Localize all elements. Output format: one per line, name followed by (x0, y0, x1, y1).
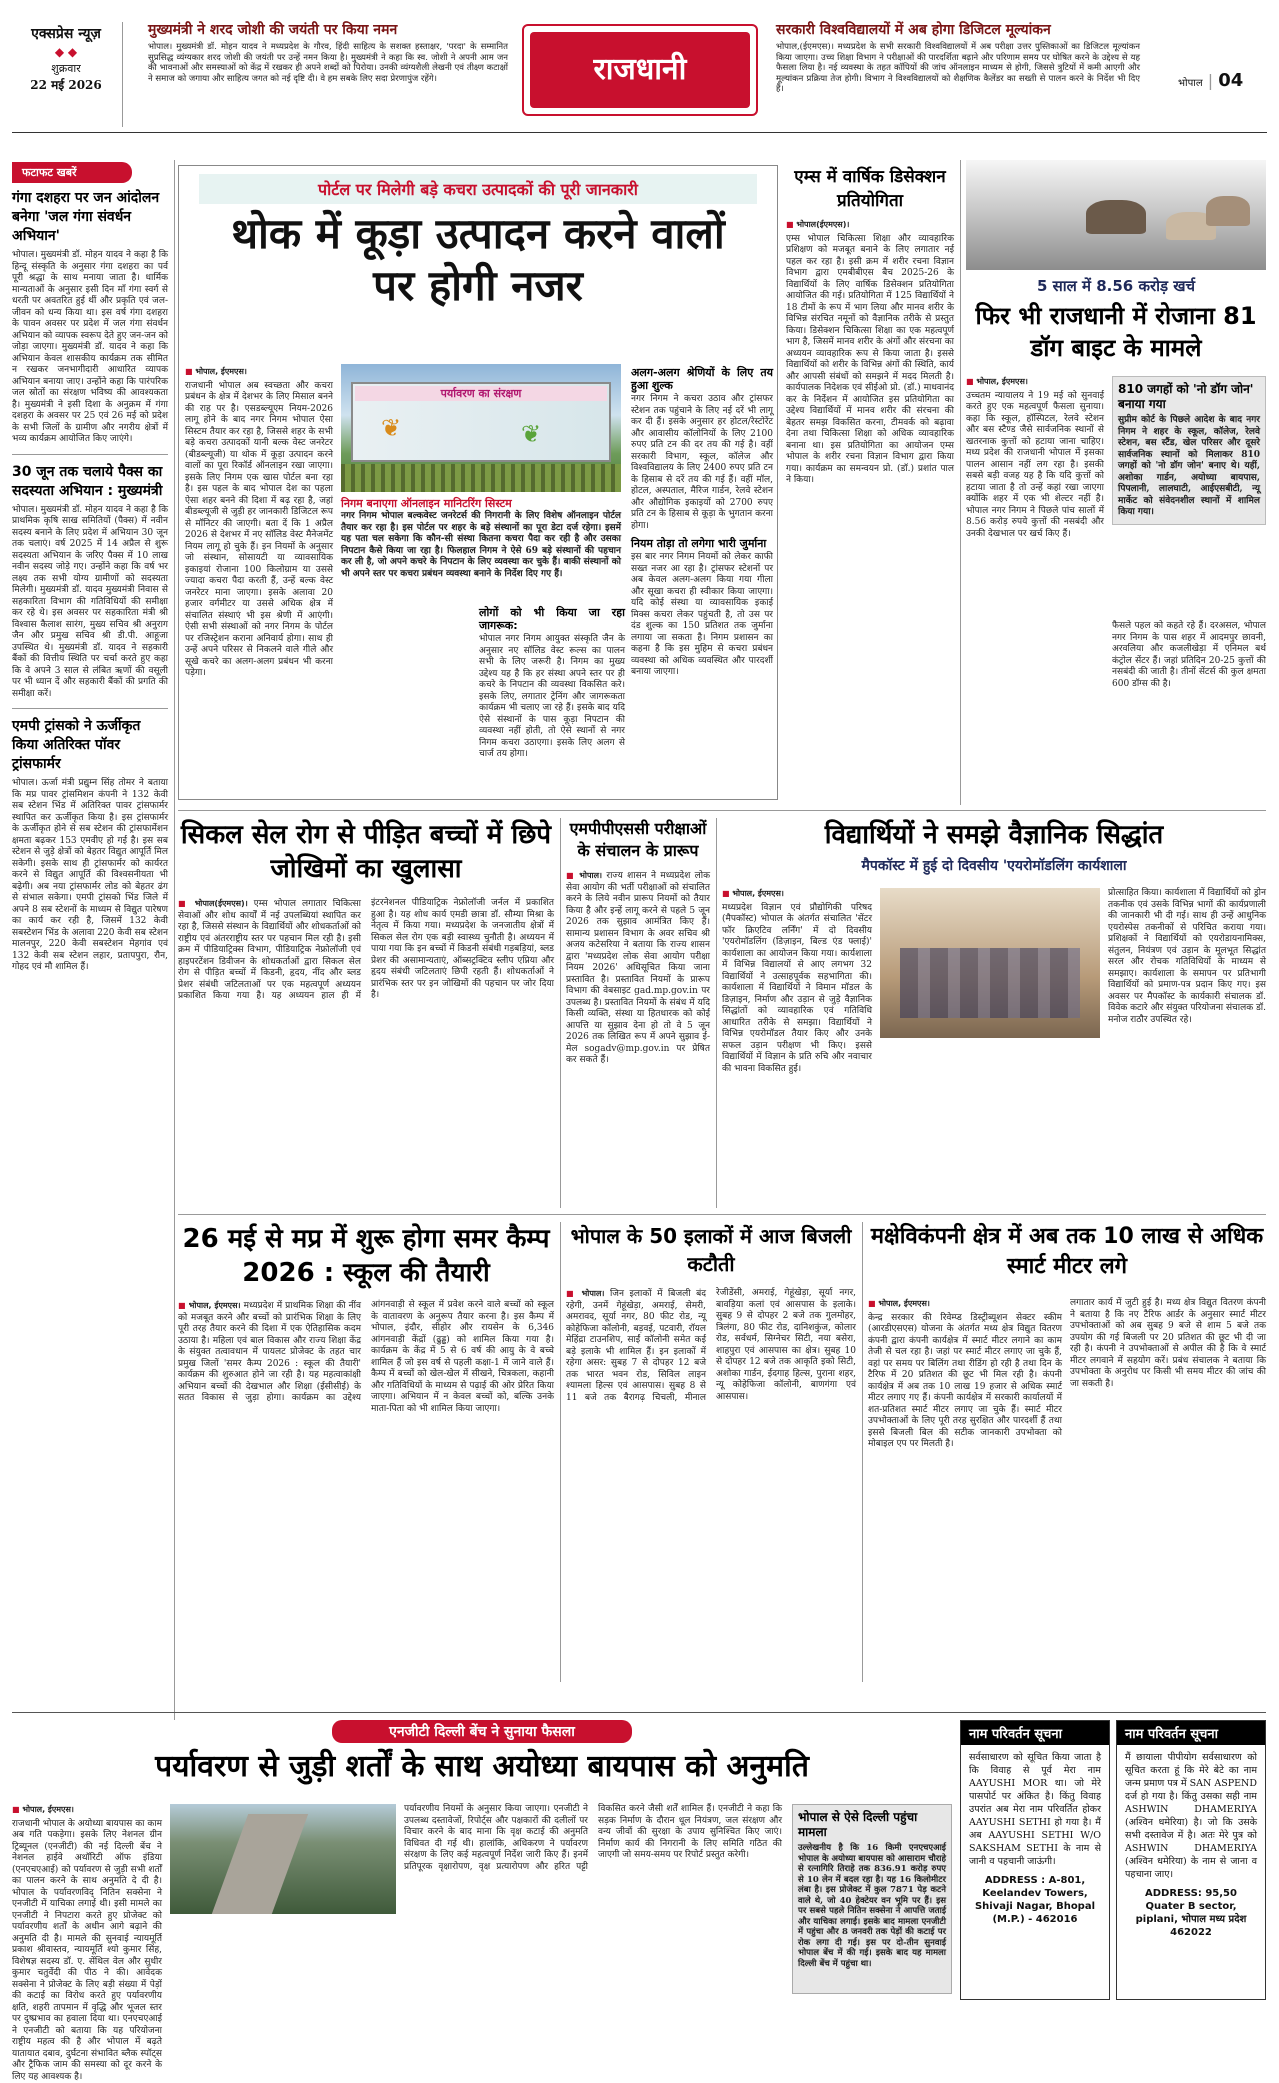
lead-right (631, 366, 773, 679)
top-right-title: सरकारी विश्वविद्यालयों में अब होगा डिजिटल मूल्यांकन (776, 22, 1051, 38)
smartmeter-body: केन्द्र सरकार की रिवेम्प्ड डिस्ट्रीब्यूशन सेक्टर स्कीम (आरडीएसएस) योजना के अंतर्गत मध्य क्षेत्र विद्युत वितरण कंपनी द्वारा कंपनी कार्यक्षेत्र में स्मार्ट मीटर लगाने का काम तेजी से चल रहा है। जहां पर स्मार्ट मीटर लगाए जा चुके हैं, वहां पर समय पर बिलिंग तथा रीडिंग हो रही है तथा दिन के टैरिफ में 20 प्रतिशत की छूट भी मिल रही है। कंपनी कार्यक्षेत्र में अब तक 10 लाख 19 हजार से अधिक स्मार्ट मीटर लगाए गए हैं। कंपनी कार्यक्षेत्र में सरकारी कार्यालयों में शत-प्रतिशत स्मार्ट मीटर लगाए जा चुके हैं। स्मार्ट मीटर उपभोक्ताओं के लिए पूरी तरह सुरक्षित और पारदर्शी हैं तथा इससे बिजली बिल की सटीक जानकारी उपभोक्ता को मोबाइल एप पर मिलती है। (868, 1312, 1062, 1449)
notice-2-title: नाम परिवर्तन सूचना (1117, 1721, 1265, 1745)
science-col1 (722, 888, 872, 1075)
power-story (566, 1222, 856, 1682)
notice-1-address: ADDRESS : A-801, Keelandev Towers, Shivaji Nagar, Bhopal (M.P.) - 462016 (974, 1875, 1096, 1925)
lead-col1-text: राजधानी भोपाल अब स्वच्छता और कचरा प्रबंधन के क्षेत्र में देशभर के लिए मिसाल बनने की राह पर है। एसडब्ल्यूएम नियम-2026 लागू होने के बाद नगर निगम भोपाल ऐसा सिस्टम तैयार कर रहा है, जिससे शहर के सभी बड़े कचरा उत्पादकों यानी बल्क वेस्ट जनरेटर (बीडब्ल्यूजी) या थोक में कूड़ा उत्पादन करने वालों का पूरा रिकॉर्ड ऑनलाइन रखा जाएगा। इसके लिए निगम एक खास पोर्टल बना रहा है। इस पहल के बाद भोपाल देश का पहला ऐसा शहर बनने की दिशा में बढ़ रहा है, जहां बीडब्ल्यूजी से जुड़ी हर जानकारी डिजिटल रूप से मॉनिटर की जाएगी। बता दें कि 1 अप्रैल 2026 से देशभर में नए सॉलिड वेस्ट मैनेजमेंट नियम लागू हो चुके हैं। इन नियमों के अनुसार जो संस्थान, सोसायटी या व्यावसायिक इकाइयां रोजाना 100 किलोग्राम या उससे ज्यादा कचरा पैदा करती हैं, उन्हें बल्क वेस्ट जनरेटर माना जाएगा। इसके अलावा 20 हजार वर्गमीटर या उससे अधिक क्षेत्र में संचालित संस्थाएं भी इस श्रेणी में आएंगी। ऐसी सभी संस्थाओं को नगर निगम के पोर्टल पर रजिस्ट्रेशन कराना अनिवार्य होगा। साथ ही उन्हें अपने परिसर से निकलने वाले गीले और सूखे कचरे का अलग-अलग प्रबंधन भी करना पड़ेगा। (185, 380, 333, 678)
caption-body: नगर निगम भोपाल बल्कवेस्ट जनरेटर्स की निगरानी के लिए विशेष ऑनलाइन पोर्टल तैयार कर रहा है। इस पोर्टल पर शहर के बड़े संस्थानों का पूरा डेटा दर्ज रहेगा। इसमें यह पता चल सकेगा कि कौन-सी संस्था कितना कचरा पैदा कर रही है और उसका निपटान कैसे किया जा रहा है। फिलहाल निगम ने ऐसे 69 बड़े संस्थानों की पहचान कर ली है, जो अपने कचरे के निपटान के लिए व्यवस्था कर चुके हैं। बाकी संस्थानों को भी अपने स्तर पर कचरा प्रबंधन व्यवस्था बनाने के निर्देश दिए गए हैं। (341, 511, 621, 579)
aiims-dateline: ■ भोपाल(ईएमएस)। (786, 219, 954, 231)
science-story (722, 818, 1266, 1208)
photo-banner-text: पर्यावरण का संरक्षण (355, 386, 607, 401)
aiims-story (786, 165, 954, 805)
sickle-story (178, 818, 554, 1208)
ngt-headline: पर्यावरण से जुड़ी शर्तों के साथ अयोध्या बायपास को अनुमति (155, 1749, 809, 1784)
fatafat-s3-body: भोपाल। ऊर्जा मंत्री प्रद्युम्न सिंह तोमर ने बताया कि मप्र पावर ट्रांसमिशन कंपनी ने 132 केवी सब स्टेशन भिंड में अतिरिक्त पावर ट्रांसफार्मर स्थापित कर ऊर्जीकृत किया है। इस ट्रांसफार्मर के ऊर्जीकृत होने से सब स्टेशन की ट्रांसफार्मेशन क्षमता बढ़कर 153 एमवीए हो गई है। इस सब स्टेशन से जुड़े क्षेत्रों को बेहतर विद्युत आपूर्ति मिल सकेगी। इसके साथ ही ट्रांसफार्मर को कार्यरत करने से विद्युत आपूर्ति की विश्वसनीयता भी बढ़ेगी। अब नया ट्रांसफार्मर लोड को बेहतर ढंग से संभाल सकेगा। एमपी ट्रांसको भिंड जिले में अपने 8 सब स्टेशनों के माध्यम से विद्युत पारेषण का कार्य कर रही है, जिसमें 132 केवी सबस्टेशन भिंड के अलावा 220 केवी सब स्टेशन मालनपुर, 220 केवी सबस्टेशन मेहगांव एवं 132 केवी सब स्टेशन लहार, प्रतापपुरा, रौन, गोहद एवं मौ शामिल हैं। (12, 778, 168, 972)
delhi-box (792, 1804, 952, 1994)
page-folio: भोपाल | 04 (1178, 70, 1244, 91)
top-left-title: मुख्यमंत्री ने शरद जोशी की जयंती पर किया नमन (148, 22, 398, 38)
lead-dateline: ■ भोपाल, ईएमएस। (185, 366, 333, 378)
summer-story (178, 1222, 554, 1682)
top-right-body: भोपाल,(ईएमएस)। मध्यप्रदेश के सभी सरकारी विश्वविद्यालयों में अब परीक्षा उत्तर पुस्तिकाओं का डिजिटल मूल्यांकन किया जाएगा। उच्च शिक्षा विभाग ने परीक्षाओं की पारदर्शिता बढ़ाने और परिणाम समय पर घोषित करने के उद्देश्य से यह फैसला लिया है। नई व्यवस्था के तहत कॉपियों की जांच ऑनलाइन माध्यम से होगी, जिससे त्रुटियों में कमी आएगी और मूल्यांकन प्रक्रिया तेज होगी। विभाग ने विश्वविद्यालयों को शैक्षणिक कैलेंडर का सख्ती से पालन करने के निर्देश भी दिए हैं। (776, 42, 1140, 94)
notice-1 (960, 1720, 1110, 2000)
issue-day: शुक्रवार (51, 62, 81, 75)
mppsc-dateline: ■ भोपाल। (566, 871, 602, 880)
photo-butterfly-icon: ❦ (381, 414, 402, 442)
smartmeter-headline: मक्षेविकंपनी क्षेत्र में अब तक 10 लाख से अधिक स्मार्ट मीटर लगे (870, 1224, 1264, 1279)
power-headline: भोपाल के 50 इलाकों में आज बिजली कटौती (570, 1224, 852, 1276)
mppsc-story (566, 818, 710, 1208)
science-subhead: मैपकॉस्ट में हुई दो दिवसीय 'एयरोमॉडलिंग कार्यशाला (861, 858, 1127, 874)
fatafat-column (12, 162, 168, 1722)
delhi-title: भोपाल से ऐसे दिल्ली पहुंचा मामला (798, 1810, 918, 1839)
delhi-body: उल्लेखनीय है कि 16 किमी एनएचएआई भोपाल के अयोध्या बायपास को आसाराम चौराहे से रत्नागिरि तिराहे तक 836.91 करोड़ रुपए से 10 लेन में बदल रहा है। यह 16 किलोमीटर लंबा है। इस प्रोजेक्ट में कुल 7871 पेड़ कटने वाले थे, जो 40 हेक्टेयर वन भूमि पर हैं। इस पर सबसे पहले नितिन सक्सेना ने आपत्ति जताई और याचिका लगाई। इसके बाद मामला एनजीटी में पहुंचा और 8 जनवरी तक पेड़ों की कटाई पर रोक लगा दी गई। इस पर दो-तीन सुनवाई भोपाल बेंच में की गई। इसके बाद यह मामला दिल्ली बेंच में पहुंचा था। (798, 1843, 946, 1969)
ngt-col1 (12, 1804, 162, 2083)
lead-right-text-2: इस बार नगर निगम नियमों को लेकर काफी सख्त नजर आ रहा है। ट्रांसफर स्टेशनों पर अब केवल अलग-अलग किया गया गीला और सूखा कचरा ही स्वीकार किया जाएगा। यदि कोई संस्था या व्यावसायिक इकाई मिक्स कचरा लेकर पहुंचती है, तो उस पर दंड शुल्क का 150 प्रतिशत तक जुर्माना लगाया जा सकता है। निगम प्रशासन का कहना है कि इस मुहिम से कचरा प्रबंधन व्यवस्था को अधिक व्यवस्थित और पारदर्शी बनाया जाएगा। (631, 552, 773, 677)
dogs-story (966, 276, 1266, 806)
photo-road (212, 1814, 308, 1914)
lead-mid-text: भोपाल नगर निगम आयुक्त संस्कृति जैन के अनुसार नए सॉलिड वेस्ट रूल्स का पालन सभी के लिए जरूरी है। निगम का मुख्य उद्देश्य यह है कि हर संस्था अपने स्तर पर ही कचरे के निपटान की व्यवस्था विकसित करे। इसके लिए, लगातार ट्रेनिंग और जागरूकता कार्यक्रम भी चलाए जा रहे हैं। इसके बाद यदि ऐसे संस्थानों के पास कूड़ा निपटान की व्यवस्था नहीं होती, तो ऐसे स्थानों से नगर निगम कचरा उठाएगा। इसके लिए अलग से चार्ज तय होगा। (479, 634, 625, 759)
power-dateline: ■ भोपाल। (566, 1289, 604, 1298)
aiims-title: एम्स में वार्षिक डिसेक्शन प्रतियोगिता (794, 167, 946, 211)
summer-dateline: ■ भोपाल, ईएमएस। (178, 1301, 241, 1310)
mppsc-body-wrap (566, 870, 710, 1067)
fatafat-s3-title: एमपी ट्रांसको ने ऊर्जीकृत किया अतिरिक्त पॉवर ट्रांसफार्मर (12, 718, 141, 772)
sickle-body-wrap (178, 898, 554, 1003)
science-col3: प्रोत्साहित किया। कार्यशाला में विद्यार्थियों को ड्रोन तकनीक एवं उसके विभिन्न भागों की कार्यप्रणाली की जानकारी भी दी गई। साथ ही उन्हें आधुनिक एयरोस्पेस तकनीकों से परिचित कराया गया। प्रशिक्षकों ने विद्यार्थियों को एयरोडायनामिक्स, संतुलन, नियंत्रण एवं उड़ान के मूलभूत सिद्धांत सरल और रोचक गतिविधियों के माध्यम से समझाए। कार्यशाला के समापन पर प्रतिभागी विद्यार्थियों को प्रमाण-पत्र प्रदान किए गए। इस अवसर पर मैपकॉस्ट के कार्यकारी संचालक डॉ. विवेक कटारे और संयुक्त परियोजना संचालक डॉ. मनोज राठौर उपस्थित रहे। (1108, 888, 1266, 1025)
fatafat-label: फटाफट खबरें (12, 162, 132, 183)
ngt-story (12, 1720, 952, 2082)
science-dateline: ■ भोपाल, ईएमएस। (722, 888, 872, 900)
notice-2-address: ADDRESS: 95,50 Quater B sector, piplani, भोपाल मध्य प्रदेश 462022 (1135, 1888, 1247, 1938)
smartmeter-story (868, 1222, 1266, 1682)
science-body: मध्यप्रदेश विज्ञान एवं प्रौद्योगिकी परिषद (मैपकॉस्ट) भोपाल के अंतर्गत संचालित 'सेंटर फॉर क्रिएटिव लर्निंग' में दो दिवसीय 'एयरोमॉडलिंग (डिज़ाइन, बिल्ड एंड फ्लाई)' कार्यशाला का आयोजन किया गया। कार्यशाला में विभिन्न विद्यालयों से आए लगभग 32 विद्यार्थियों ने उत्साहपूर्वक सहभागिता की। कार्यशाला में विद्यार्थियों ने विमान मॉडल के डिज़ाइन, निर्माण और उड़ान से जुड़े वैज्ञानिक सिद्धांतों को व्यावहारिक एवं गतिविधि आधारित तरीके से समझा। विद्यार्थियों ने विभिन्न एयरोमॉडल तैयार किए और उनके सफल उड़ान परीक्षण भी किए। इससे विद्यार्थियों में विज्ञान के प्रति रुचि और नवाचार की भावना विकसित हुई। (722, 902, 872, 1074)
lead-story (178, 165, 778, 800)
notice-1-body: सर्वसाधारण को सूचित किया जाता है कि विवाह से पूर्व मेरा नाम AAYUSHI MOR था। जो मेरे पासपोर्ट पर अंकित है। किंतु विवाह उपरांत अब मेरा नाम परिवर्तित होकर AAYUSHI SETHI हो गया है। मैं अब AAYUSHI SETHI W/O SAKSHAM SETHI के नाम से जानी व पहचानी जाऊंगी। (969, 1752, 1101, 1867)
fatafat-s2-title: 30 जून तक चलाये पैक्स का सदस्यता अभियान : मुख्यमंत्री (12, 463, 163, 499)
folio-city: भोपाल (1178, 78, 1203, 89)
section-title: राजधानी (530, 32, 750, 108)
dogs-dateline: ■ भोपाल, ईएमएस। (966, 376, 1104, 388)
sickle-headline: सिकल सेल रोग से पीड़ित बच्चों में छिपे जोखिमों का खुलासा (180, 820, 552, 884)
top-right-story (776, 20, 1140, 95)
brand-name: एक्सप्रेस न्यूज़ (31, 26, 101, 42)
smartmeter-col1 (868, 1298, 1062, 1451)
summer-body: मध्यप्रदेश में प्राथमिक शिक्षा की नींव को मजबूत करने और बच्चों को प्रारंभिक शिक्षा के लिए पूरी तरह तैयार करने की दिशा में एक ऐतिहासिक कदम उठाया है। महिला एवं बाल विकास और राज्य शिक्षा केंद्र के संयुक्त तत्वावधान में पायलट प्रोजेक्ट के तहत चार प्रमुख जिलों 'समर कैम्प 2026 : स्कूल की तैयारी' कार्यक्रम की शुरुआत होने जा रही है। यह महत्वाकांक्षी अभियान बच्चों की देखभाल और शिक्षा (ईसीसीई) के सतत विकास से जुड़ा होगा। कार्यक्रम का उद्देश्य आंगनवाड़ी से स्कूल में प्रवेश करने वाले बच्चों को स्कूल के वातावरण के अनुरूप तैयार करना है। इस कैम्प में भोपाल, इंदौर, सीहोर और रायसेन के 6,346 आंगनवाड़ी केंद्रों (ढुड्ढ) को शामिल किया गया है। कार्यक्रम के केंद्र में 5 से 6 वर्ष की आयु के वे बच्चे शामिल हैं जो इस वर्ष से पहली कक्षा-1 में जाने वाले हैं। कैम्प में बच्चों को खेल-खेल में सीखने, चित्रकला, कहानी और गतिविधियों के माध्यम से पढ़ाई की ओर प्रेरित किया जाएगा। अभियान में न केवल बच्चों को, बल्कि उनके माता-पिता को भी शामिल किया जाएगा। (178, 1300, 554, 1414)
fatafat-s1-title: गंगा दशहरा पर जन आंदोलन बनेगा 'जल गंगा संवर्धन अभियान' (12, 190, 160, 244)
top-left-story (148, 20, 508, 84)
brand-logo-icon: ◆ ◆ (54, 45, 78, 59)
lead-right-text-1: नगर निगम ने कचरा उठाव और ट्रांसफर स्टेशन तक पहुंचाने के लिए नई दरें भी लागू कर दी हैं। इसके अनुसार हर होटल/रेस्टोरेंट और आवासीय कॉलोनियों के लिए 2100 रुपए प्रति टन की दर तय की गई है। वहीं सरकारी विभाग, स्कूल, कॉलेज और विश्वविद्यालय के लिए 2400 रुपए प्रति टन के हिसाब से दरें तय की गई हैं। वहीं मॉल, होटल, अस्पताल, मैरिज गार्डन, रेलवे स्टेशन और औद्योगिक इकाइयों को 2700 रुपए प्रति टन के हिसाब से कूड़ा के भुगतान करना होगा। (631, 394, 773, 531)
ngt-col3: पर्यावरणीय नियमों के अनुसार किया जाएगा। एनजीटी ने उपलब्ध दस्तावेजों, रिपोर्ट्स और पक्षकारों की दलीलों पर विचार करने के बाद माना कि वृक्ष कटाई की अनुमति विधिवत दी गई थी। हालांकि, अधिकरण ने पर्यावरण संरक्षण के लिए कई महत्वपूर्ण निर्देश जारी किए हैं। इनमें प्रतिपूरक वृक्षारोपण, वृक्ष प्रत्यारोपण और हरित पट्टी विकसित करने जैसी शर्तें शामिल हैं। एनजीटी ने कहा कि सड़क निर्माण के दौरान धूल नियंत्रण, जल संरक्षण और वन्य जीवों की सुरक्षा के उपाय सुनिश्चित किए जाएं। निर्माण कार्य की निगरानी के लिए समिति गठित की जाएगी जो समय-समय पर रिपोर्ट प्रस्तुत करेगी। (404, 1804, 782, 1872)
section-tag (522, 24, 758, 116)
dog-silhouette-icon (1086, 200, 1146, 234)
smartmeter-col2: लगातार कार्य में जुटी हुई है। मध्य क्षेत्र विद्युत वितरण कंपनी ने बताया है कि नए टैरिफ आर्डर के अनुसार स्मार्ट मीटर उपभोक्ताओं को अब सुबह 9 बजे से शाम 5 बजे तक उपयोग की गई बिजली पर 20 प्रतिशत की छूट भी दी जा रही है। कंपनी ने उपभोक्ताओं से अपील की है कि वे स्मार्ट मीटर लगवाने में सहयोग करें। प्रबंध संचालक ने बताया कि उपभोक्ता के अनुरोध पर किसी भी समय मीटर की जांच की जा सकती है। (1070, 1298, 1266, 1389)
ngt-dateline: ■ भोपाल, ईएमएस। (12, 1804, 162, 1816)
ngt-photo (170, 1804, 396, 1914)
lead-col1 (185, 366, 333, 680)
photo-butterfly-icon: ❦ (521, 420, 542, 448)
dogs-kicker: 5 साल में 8.56 करोड़ खर्च (1036, 277, 1196, 295)
ngt-kicker: एनजीटी दिल्ली बेंच ने सुनाया फैसला (332, 1720, 632, 1743)
photo-students (900, 948, 1080, 1018)
lead-right-subhead-2: नियम तोड़ा तो लगेगा भारी जुर्माना (631, 537, 767, 550)
sickle-body: एम्स भोपाल लगातार चिकित्सा सेवाओं और शोध कार्यों में नई उपलब्धियां स्थापित कर रहा है, जिससे संस्थान के विद्यार्थियों और शोधकर्ताओं को राष्ट्रीय एवं अंतरराष्ट्रीय स्तर पर पहचान मिल रही है। इसी क्रम में पीडियाट्रिक्स विभाग, पीडियाट्रिक नेफ्रोलॉजी एवं हाइपरटेंशन डिवीजन के शोधकर्ताओं द्वारा सिकल सेल रोग से पीड़ित बच्चों में किडनी, हृदय, नींद और ब्लड प्रेशर संबंधी जटिलताओं पर एक महत्वपूर्ण अध्ययन प्रकाशित किया गया है। यह अध्ययन हाल ही में इंटरनेशनल पीडियाट्रिक नेफ्रोलॉजी जर्नल में प्रकाशित हुआ है। यह शोध कार्य एमडी छात्रा डॉ. सौम्या मिश्रा के नेतृत्व में किया गया। मध्यप्रदेश के जनजातीय क्षेत्रों में सिकल सेल रोग एक बड़ी स्वास्थ्य चुनौती है। अध्ययन में पाया गया कि इन बच्चों में किडनी संबंधी गड़बड़ियां, ब्लड प्रेशर की असामान्यताएं, ऑब्सट्रक्टिव स्लीप एप्निया और हृदय संबंधी जटिलताएं छिपी रहती हैं। शोधकर्ताओं ने प्रारंभिक स्तर पर इन जोखिमों की पहचान पर जोर दिया है। (178, 898, 554, 1001)
notice-1-title: नाम परिवर्तन सूचना (961, 1721, 1109, 1745)
notice-2 (1116, 1720, 1266, 2000)
top-left-body: भोपाल। मुख्यमंत्री डॉ. मोहन यादव ने मध्यप्रदेश के गौरव, हिंदी साहित्य के सशक्त हस्ताक्षर, 'परदा' के सम्मानित सुप्रसिद्ध व्यंग्यकार शरद जोशी की जयंती पर उन्हें नमन किया है। मुख्यमंत्री ने कहा कि स्व. जोशी ने अपनी आम जन की भावनाओं और समस्याओं को केंद्र में रखकर ही अपने शब्दों को पिरोया। उनकी व्यंग्यशैली लेखनी एवं तीक्ष्ण कटाक्षों ने समाज को जगाया और साहित्य जगत को नई दृष्टि दी। वे हम सबके लिए सदा प्रेरणापुंज रहेंगे। (148, 42, 508, 84)
notice-2-body: मैं छायाला पीपीयोग सर्वसाधारण को सूचित करता हूं कि मेरे बेटे का नाम जन्म प्रमाण पत्र में SAN ASPEND दर्ज हो गया है। किंतु उसका सही नाम ASHWIN DHAMERIYA (अश्विन धमेरिया) है। जो कि उसके सभी दस्तावेज में है। अतः मेरे पुत्र को ASHWIN DHAMERIYA (अश्विन धमेरिया) के नाम से जाना व पहचाना जाए। (1125, 1752, 1257, 1880)
dogs-photo (966, 160, 1266, 270)
lead-photo (341, 364, 621, 492)
fatafat-s2-body: भोपाल। मुख्यमंत्री डॉ. मोहन यादव ने कहा है कि प्राथमिक कृषि साख समितियों (पैक्स) में नवीन सदस्य बनाने के लिए प्रदेश में अभियान 30 जून तक चलाएं। वर्ष 2025 में 14 अप्रैल से शुरू सदस्यता अभियान के जरिए पैक्स में 10 लाख नवीन सदस्य जोड़े गए। उन्होंने कहा कि वर्ष भर लक्ष्य तक सभी योग्य ग्रामीणों को सदस्यता मिलेगी। मुख्यमंत्री डॉ. यादव मुख्यमंत्री निवास से सहकारिता विभाग की गतिविधियों की समीक्षा कर रहे थे। इस अवसर पर सहकारिता मंत्री श्री विश्वास कैलाश सारंग, मुख्य सचिव श्री अनुराग जैन और प्रमुख सचिव श्री डी.पी. आहूजा उपस्थित थे। मुख्यमंत्री डॉ. यादव ने सहकारी बैंकों की वित्तीय स्थिति पर चर्चा करते हुए कहा कि वे अपने 3 साल से लंबित ऋणों की वसूली पर भी ध्यान दें और सहकारी बैंकों की प्रगति की समीक्षा करें। (12, 504, 168, 699)
caption-title: निगम बनाएगा ऑनलाइन मानिटरिंग सिस्टम (341, 497, 512, 510)
issue-date: 22 मई 2026 (30, 78, 102, 92)
photo-fence (341, 464, 621, 492)
dog-silhouette-icon (1206, 196, 1250, 226)
lead-mid-subhead: लोगों को भी किया जा रहा जागरूक: (479, 606, 625, 632)
lead-right-subhead-1: अलग-अलग श्रेणियों के लिए तय हुआ शुल्क (631, 366, 773, 392)
summer-headline: 26 मई से मप्र में शुरू होगा समर कैम्प 2026 : स्कूल की तैयारी (182, 1224, 550, 1288)
brand-box (12, 24, 120, 114)
dogs-box-body: सुप्रीम कोर्ट के पिछले आदेश के बाद नगर निगम ने शहर के स्कूल, कॉलेज, रेलवे स्टेशन, बस स्टैंड, खेल परिसर और दूसरे सार्वजनिक स्थानों को मिलाकर 810 जगहों को 'नो डॉग जोन' बनाए थे। यहीं, अशोका गार्डन, अयोध्या बायपास, पिपलानी, लालघाटी, आईएसबीटी, न्यू मार्केट को संवेदनशील स्थानों में शामिल किया गया। (1118, 415, 1260, 517)
science-headline: विद्यार्थियों ने समझे वैज्ञानिक सिद्धांत (824, 820, 1164, 850)
science-photo (880, 888, 1100, 1038)
masthead (0, 0, 1279, 135)
aiims-body-wrap (786, 219, 954, 487)
folio-page: 04 (1218, 70, 1244, 91)
mppsc-headline: एमपीपीएससी परीक्षाओं के संचालन के प्रारूप (569, 819, 707, 860)
dogs-col1 (966, 376, 1104, 540)
ngt-body: राजधानी भोपाल के अयोध्या बायपास का काम अब गति पकड़ेगा। इसके लिए नेशनल ग्रीन ट्रिब्यूनल (एनजीटी) की नई दिल्ली बेंच ने नेशनल हाईवे अथॉरिटी ऑफ इंडिया (एनएचएआई) को पर्यावरण से जुड़ी सभी शर्तों का पालन करने के साथ अनुमति दे दी है। भोपाल के पर्यावरणविद् नितिन सक्सेना ने एनजीटी में याचिका लगाई थी। इसी मामले का एनजीटी ने निपटारा करते हुए प्रोजेक्ट को पर्यावरणीय शर्तों के अधीन आगे बढ़ाने की अनुमति दी है। मामले की सुनवाई न्यायमूर्ति प्रकाश श्रीवास्तव, न्यायमूर्ति श्यो कुमार सिंह, विशेषज्ञ सदस्य डॉ. ए. सेंथिल वेल और सुधीर कुमार चतुर्वेदी की पीठ ने की। आवेदक सक्सेना ने प्रोजेक्ट के लिए बड़ी संख्या में पेड़ों की कटाई का विरोध करते हुए पर्यावरणीय क्षति, शहरी तापमान में वृद्धि और भूजल स्तर पर दुष्प्रभाव का हवाला दिया था। एनएचएआई ने एनजीटी को बताया कि यह परियोजना राष्ट्रीय महत्व की है और भोपाल में बढ़ते यातायात दबाव, दुर्घटना संभावित ब्लैक स्पॉट्स और ट्रैफिक जाम की समस्या को दूर करने के लिए यह आवश्यक है। (12, 1818, 162, 2082)
dogs-box-title: 810 जगहों को 'नो डॉग जोन' बनाया गया (1118, 382, 1254, 411)
dogs-tail: फैसले पहल को कहते रहे हैं। दरअसल, भोपाल नगर निगम के पास शहर में आदमपुर छावनी, अरवलिया और कजलीखेड़ा में एनिमल बर्थ कंट्रोल सेंटर हैं। जहां प्रतिदिन 20-25 कुत्तों की नसबंदी की जाती है। तीनों सेंटर्स की कुल क्षमता 600 डॉग्स की है। (1112, 621, 1266, 689)
mppsc-body: राज्य शासन ने मध्यप्रदेश लोक सेवा आयोग की भर्ती परीक्षाओं को संचालित करने के लिये नवीन प्रारूप नियमों को तैयार किया है और इन्हें लागू करने से पहले 5 जून 2026 तक सुझाव आमंत्रित किए हैं। सामान्य प्रशासन विभाग के अवर सचिव श्री अजय कटेसरिया ने बताया कि राज्य शासन द्वारा 'मध्यप्रदेश लोक सेवा आयोग परीक्षा नियम 2026' अधिसूचित किया जाना प्रस्तावित है। प्रस्तावित नियमों के प्रारूप विभाग की वेबसाइट gad.mp.gov.in पर उपलब्ध है। प्रस्तावित नियमों के संबंध में यदि किसी व्यक्ति, संस्था या हितधारक को कोई आपत्ति या सुझाव देना हो तो वे 5 जून 2026 तक लिखित रूप में अपने सुझाव ई-मेल sogadv@mp.gov.in पर प्रेषित कर सकते हैं। (566, 871, 711, 1065)
dogs-headline: फिर भी राजधानी में रोजाना 81 डॉग बाइट के मामले (975, 302, 1257, 362)
dogs-body: उच्चतम न्यायालय ने 19 मई को सुनवाई करते हुए एक महत्वपूर्ण फैसला सुनाया। कहा कि स्कूल, हॉस्पिटल, रेलवे स्टेशन और बस स्टैण्ड जैसे सार्वजनिक स्थानों से खतरनाक कुत्तों को हटाया जाना चाहिए। मध्य प्रदेश की राजधानी भोपाल में इसका पालन आसान नहीं लग रहा है। इसकी सबसे बड़ी वजह यह है कि यदि कुत्तों को हटाया जाता है तो उन्हें कहां रखा जाएगा क्योंकि शहर में एक भी शेल्टर नहीं है। भोपाल नगर निगम ने पिछले पांच सालों में 8.56 करोड़ रुपये कुत्तों की नसबंदी और उनकी देखभाल पर खर्च किए हैं। (966, 390, 1104, 539)
fatafat-s1-body: भोपाल। मुख्यमंत्री डॉ. मोहन यादव ने कहा है कि हिन्दू संस्कृति के अनुसार गंगा दशहरा का पर्व पूरी श्रद्धा के साथ मनाया जाता है। धार्मिक मान्यताओं के अनुसार इसी दिन माँ गंगा स्वर्ग से धरती पर अवतरित हुई थीं और प्रकृति एवं जल-जीवन को धन्य किया था। इस वर्ष गंगा दशहरा के पावन अवसर पर प्रदेश में जल गंगा संवर्धन अभियान को व्यापक स्वरूप देते हुए जन-जन को जोड़ा जाएगा। मुख्यमंत्री डॉ. यादव ने कहा कि अभियान केवल शासकीय कार्यक्रम तक सीमित न रखकर जनभागीदारी आधारित व्यापक अभियान बनाया जाए। उन्होंने कहा कि पारंपरिक जल स्रोतों का संरक्षण भविष्य की आवश्यकता है। मुख्यमंत्री ने इसी दिशा के अनुक्रम में गंगा दशहरा के अवसर पर 25 एवं 26 मई को प्रदेश के सभी जिलों के ग्रामीण और नगरीय क्षेत्रों में भव्य कार्यक्रम आयोजित किए जाएंगे। (12, 250, 168, 444)
power-body: जिन इलाकों में बिजली बंद रहेगी, उनमें गेहूंखेड़ा, अमराई, सेमरी, अमरावद, सूर्या नगर, 80 फीट रोड, न्यू कोहेफिजा कॉलोनी, बड़वई, पटवारी, रॉयल मेहिंद्रा टाउनशिप, साईं कॉलोनी समेत कई बड़े इलाके भी शामिल हैं। इन इलाकों में रहेगा असर: सुबह 7 से दोपहर 12 बजे तक भारत भवन रोड, सिविल लाइन श्यामला हिल्स एवं आसपास। सुबह 8 से 11 बजे तक बैरागढ़ चिचली, मीनाल रेजीडेंसी, अमराई, गेहूंखेड़ा, सूर्या नगर, बावड़िया कलां एवं आसपास के इलाके। सुबह 9 से दोपहर 2 बजे तक गुलमोहर, त्रिलंगा, 80 फीट रोड, दानिशकुंज, कोलार रोड, सर्वधर्म, सिग्नेचर सिटी, नया बसेरा, शाहपुरा एवं आसपास का क्षेत्र। सुबह 10 से दोपहर 12 बजे तक आकृति इको सिटी, अशोका गार्डन, ईदगाह हिल्स, पुराना शहर, न्यू कोहेफिजा कॉलोनी, बाणगंगा एवं आसपास। (566, 1288, 856, 1403)
sickle-dateline: ■ भोपाल(ईएमएस)। (178, 899, 248, 908)
lead-kicker: पोर्टल पर मिलेगी बड़े कचरा उत्पादकों की पूरी जानकारी (199, 174, 757, 204)
lead-photo-caption (341, 496, 621, 580)
lead-headline: थोक में कूड़ा उत्पादन करने वालों पर होगी नजर (231, 209, 725, 310)
dogs-box (1112, 376, 1266, 525)
summer-body-wrap (178, 1300, 554, 1415)
lead-mid (479, 606, 625, 761)
aiims-body: एम्स भोपाल चिकित्सा शिक्षा और व्यावहारिक प्रशिक्षण को मजबूत बनाने के लिए लगातार नई पहल कर रहा है। इसी क्रम में शरीर रचना विज्ञान विभाग द्वारा एमबीबीएस बैच 2025-26 के विद्यार्थियों के लिए वार्षिक डिसेक्शन प्रतियोगिता आयोजित की गई। प्रतियोगिता में 125 विद्यार्थियों ने 18 टीमों के रूप में भाग लिया और मानव शरीर के विभिन्न संरचित नमूनों को वैज्ञानिक तरीके से प्रस्तुत किया। डिसेक्शन चिकित्सा शिक्षा का एक महत्वपूर्ण भाग है, जिसमें मानव शरीर के अंगों और संरचना का अध्ययन व्यावहारिक रूप से किया जाता है। इससे विद्यार्थियों को शरीर के विभिन्न अंगों की स्थिति, कार्य और आपसी संबंधों को समझने में मदद मिलती है। कार्यपालक निदेशक एवं सीईओ प्रो. (डॉ.) माधवानंद कर के निर्देशन में आयोजित इस प्रतियोगिता का उद्देश्य विद्यार्थियों में मानव शरीर की संरचना की बेहतर समझ विकसित करना, टीमवर्क को बढ़ावा देना तथा चिकित्सा शिक्षा को अधिक व्यावहारिक बनाना था। इस प्रतियोगिता का आयोजन एम्स भोपाल के शरीर रचना विज्ञान विभाग द्वारा किया गया। कार्यक्रम का समन्वयन प्रो. (डॉ.) प्रशांत पाल ने किया। (786, 233, 954, 485)
power-body-wrap (566, 1288, 856, 1404)
smartmeter-dateline: ■ भोपाल, ईएमएस। (868, 1298, 1062, 1310)
